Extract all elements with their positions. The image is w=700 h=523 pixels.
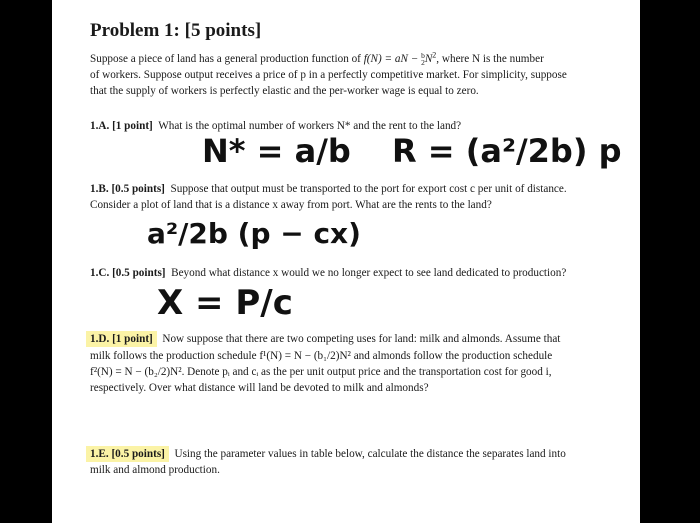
q1a-label: 1.A. [1 point]	[90, 120, 153, 132]
q1b-text-1: Suppose that output must be transported to the port for export cost c per unit of distance.	[170, 183, 567, 195]
q1d-line-1	[90, 331, 560, 347]
q1e-line-1	[90, 446, 566, 462]
q1c-answer: X = P/c	[157, 283, 293, 323]
q1c-text: Beyond what distance x would we no longer expect to see land dedicated to production?	[171, 267, 567, 279]
q1d-text-1: Now suppose that there are two competing uses for land: milk and almonds. Assume that	[162, 333, 561, 345]
q1b-answer: a²/2b (p − cx)	[147, 217, 361, 250]
intro-equation: f(N) = aN −	[363, 53, 422, 65]
q1a-text: What is the optimal number of workers N* and the rent to the land?	[158, 120, 462, 132]
intro-var: N	[424, 53, 433, 65]
intro-line-2: of workers. Suppose output receives a price of p in a perfectly competitive market. For simplicity, suppose	[90, 69, 567, 81]
intro-line-1	[90, 51, 544, 67]
q1d-label: 1.D. [1 point]	[86, 331, 157, 347]
q1d-line-2: milk follows the production schedule f¹(N) = N − (b₁/2)N² and almonds follow the production schedule	[90, 350, 553, 362]
q1c-prompt	[90, 265, 566, 281]
q1d-line-3: f²(N) = N − (b₂/2)N². Denote pᵢ and cᵢ as the per unit output price and the transportation cost for good i,	[90, 366, 552, 378]
q1e-label: 1.E. [0.5 points]	[86, 446, 169, 462]
q1b-line-1	[90, 181, 567, 197]
intro-sup: 2	[432, 50, 437, 60]
q1e-text-1: Using the parameter values in table below, calculate the distance the separates land into	[174, 448, 566, 460]
document-page	[52, 0, 640, 523]
q1a-answer-n: N* = a/b	[202, 132, 351, 170]
frac-num: b	[421, 51, 425, 60]
intro-text: Suppose a piece of land has a general production function of	[90, 53, 364, 65]
problem-title: Problem 1: [5 points]	[90, 20, 262, 41]
q1d-line-4: respectively. Over what distance will land be devoted to milk and almonds?	[90, 382, 429, 394]
q1a-answer-r: R = (a²/2b) p	[392, 132, 622, 170]
q1b-label: 1.B. [0.5 points]	[90, 183, 165, 195]
intro-text-end: , where N is the number	[436, 53, 544, 65]
q1c-label: 1.C. [0.5 points]	[90, 267, 166, 279]
q1b-line-2: Consider a plot of land that is a distance x away from port. What are the rents to the land?	[90, 199, 492, 211]
q1e-line-2: milk and almond production.	[90, 464, 220, 476]
frac-den: 2	[421, 58, 425, 67]
intro-line-3: that the supply of workers is perfectly elastic and the per-worker wage is equal to zero.	[90, 85, 479, 97]
